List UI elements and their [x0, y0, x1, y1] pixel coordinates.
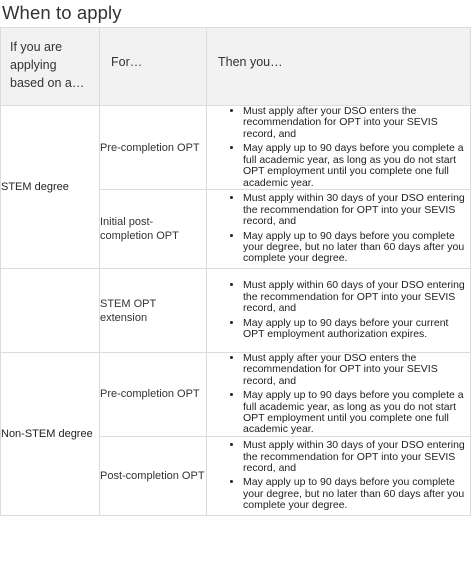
requirement-item: • May apply up to 90 days before you complete a full academic year, as long as you do not start OPT employment until you complete one full academic year. — [243, 143, 470, 189]
then-cell — [207, 190, 471, 269]
requirement-item: • May apply up to 90 days before you complete your degree, but no later than 60 days after you complete your degree. — [243, 477, 470, 511]
header-for-label: For… — [111, 55, 143, 69]
application-timing-table — [0, 27, 471, 516]
header-for — [100, 28, 207, 106]
table-row — [1, 269, 471, 353]
header-basis-label: If you are applying based on a… — [10, 40, 85, 90]
for-cell: Pre-completion OPT — [100, 353, 207, 437]
basis-cell-stem: STEM degree — [1, 106, 100, 269]
for-cell: Pre-completion OPT — [100, 106, 207, 190]
for-cell: STEM OPT extension — [100, 269, 207, 353]
for-cell: Initial post-completion OPT — [100, 190, 207, 269]
basis-cell-empty — [1, 269, 100, 353]
then-cell — [207, 106, 471, 190]
table-row — [1, 353, 471, 437]
then-cell — [207, 353, 471, 437]
then-cell — [207, 436, 471, 515]
requirement-item: • May apply up to 90 days before you complete a full academic year, as long as you do not start OPT employment until you complete one full academic year. — [243, 390, 470, 436]
requirement-list — [207, 193, 470, 264]
basis-cell-non-stem: Non-STEM degree — [1, 353, 100, 516]
requirement-list — [207, 440, 470, 511]
requirement-item: • Must apply within 60 days of your DSO entering the recommendation for OPT into your SEVIS record, and — [243, 280, 470, 314]
requirement-item: • Must apply after your DSO enters the recommendation for OPT into your SEVIS record, and — [243, 106, 470, 140]
header-then — [207, 28, 471, 106]
requirement-item: • May apply up to 90 days before your current OPT employment authorization expires. — [243, 318, 470, 341]
table-header-row — [1, 28, 471, 106]
requirement-list — [207, 106, 470, 189]
table-row — [1, 106, 471, 190]
requirement-item: • Must apply after your DSO enters the recommendation for OPT into your SEVIS record, and — [243, 353, 470, 387]
requirement-list — [207, 280, 470, 340]
header-basis — [1, 28, 100, 106]
requirement-item: • Must apply within 30 days of your DSO entering the recommendation for OPT into your SEVIS record, and — [243, 440, 470, 474]
then-cell — [207, 269, 471, 353]
requirement-item: • Must apply within 30 days of your DSO entering the recommendation for OPT into your SEVIS record, and — [243, 193, 470, 227]
for-cell: Post-completion OPT — [100, 436, 207, 515]
header-then-label: Then you… — [218, 55, 283, 69]
requirement-item: • May apply up to 90 days before you complete your degree, but no later than 60 days after you complete your degree. — [243, 231, 470, 265]
requirement-list — [207, 353, 470, 436]
page-title: When to apply — [2, 2, 122, 23]
